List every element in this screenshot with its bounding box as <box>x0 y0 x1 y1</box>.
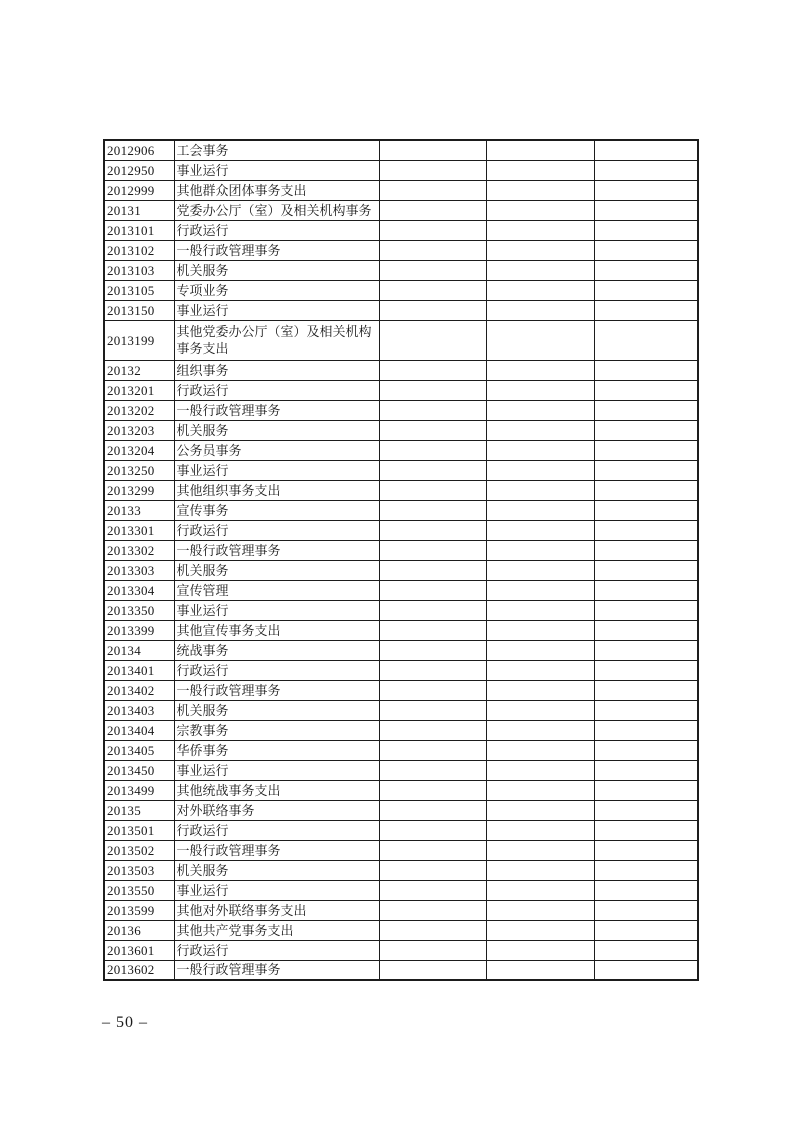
empty-cell <box>594 380 698 400</box>
empty-cell <box>486 460 594 480</box>
empty-cell <box>486 920 594 940</box>
table-row <box>104 460 698 480</box>
empty-cell <box>379 920 486 940</box>
table-row <box>104 600 698 620</box>
name-cell: 专项业务 <box>174 280 379 300</box>
empty-cell <box>379 240 486 260</box>
empty-cell <box>594 480 698 500</box>
table-row <box>104 760 698 780</box>
empty-cell <box>486 420 594 440</box>
table-row <box>104 300 698 320</box>
table-row <box>104 740 698 760</box>
code-cell: 2013250 <box>104 460 174 480</box>
table-row <box>104 580 698 600</box>
name-cell: 事业运行 <box>174 600 379 620</box>
code-cell: 2013203 <box>104 420 174 440</box>
table-row <box>104 240 698 260</box>
empty-cell <box>486 840 594 860</box>
name-cell: 一般行政管理事务 <box>174 840 379 860</box>
empty-cell <box>594 760 698 780</box>
table-row <box>104 840 698 860</box>
name-cell: 其他对外联络事务支出 <box>174 900 379 920</box>
name-cell: 宣传管理 <box>174 580 379 600</box>
code-cell: 2013503 <box>104 860 174 880</box>
code-cell: 2013102 <box>104 240 174 260</box>
empty-cell <box>379 420 486 440</box>
name-cell: 对外联络事务 <box>174 800 379 820</box>
table-row <box>104 820 698 840</box>
table-row <box>104 400 698 420</box>
empty-cell <box>486 560 594 580</box>
empty-cell <box>379 140 486 160</box>
empty-cell <box>379 400 486 420</box>
name-cell: 事业运行 <box>174 300 379 320</box>
table-row <box>104 180 698 200</box>
code-cell: 2012906 <box>104 140 174 160</box>
code-cell: 2013150 <box>104 300 174 320</box>
empty-cell <box>486 580 594 600</box>
name-cell: 华侨事务 <box>174 740 379 760</box>
empty-cell <box>594 720 698 740</box>
empty-cell <box>486 960 594 980</box>
empty-cell <box>379 900 486 920</box>
code-cell: 2013550 <box>104 880 174 900</box>
empty-cell <box>486 700 594 720</box>
code-cell: 2013105 <box>104 280 174 300</box>
empty-cell <box>594 860 698 880</box>
code-cell: 2013299 <box>104 480 174 500</box>
code-cell: 2013204 <box>104 440 174 460</box>
empty-cell <box>379 940 486 960</box>
name-cell: 行政运行 <box>174 380 379 400</box>
empty-cell <box>486 900 594 920</box>
empty-cell <box>594 700 698 720</box>
empty-cell <box>594 740 698 760</box>
empty-cell <box>594 160 698 180</box>
empty-cell <box>379 360 486 380</box>
empty-cell <box>379 600 486 620</box>
empty-cell <box>594 580 698 600</box>
empty-cell <box>486 140 594 160</box>
empty-cell <box>486 360 594 380</box>
empty-cell <box>379 540 486 560</box>
empty-cell <box>486 780 594 800</box>
code-cell: 2013402 <box>104 680 174 700</box>
table-row <box>104 140 698 160</box>
empty-cell <box>594 320 698 360</box>
code-cell: 2012999 <box>104 180 174 200</box>
empty-cell <box>486 940 594 960</box>
name-cell: 机关服务 <box>174 860 379 880</box>
table-row <box>104 500 698 520</box>
name-cell: 一般行政管理事务 <box>174 400 379 420</box>
name-cell: 机关服务 <box>174 560 379 580</box>
code-cell: 2013201 <box>104 380 174 400</box>
table-row <box>104 260 698 280</box>
empty-cell <box>379 620 486 640</box>
table-row <box>104 420 698 440</box>
empty-cell <box>486 520 594 540</box>
table-row <box>104 440 698 460</box>
empty-cell <box>594 240 698 260</box>
empty-cell <box>379 460 486 480</box>
empty-cell <box>486 680 594 700</box>
code-cell: 2013399 <box>104 620 174 640</box>
table-row <box>104 360 698 380</box>
empty-cell <box>486 200 594 220</box>
empty-cell <box>594 280 698 300</box>
code-cell: 2013404 <box>104 720 174 740</box>
empty-cell <box>486 600 594 620</box>
name-cell: 机关服务 <box>174 700 379 720</box>
table-row <box>104 960 698 980</box>
table-row <box>104 800 698 820</box>
code-cell: 2013202 <box>104 400 174 420</box>
empty-cell <box>594 920 698 940</box>
empty-cell <box>594 200 698 220</box>
empty-cell <box>486 220 594 240</box>
name-cell: 事业运行 <box>174 880 379 900</box>
table-row <box>104 540 698 560</box>
empty-cell <box>379 860 486 880</box>
empty-cell <box>379 300 486 320</box>
table-row <box>104 480 698 500</box>
empty-cell <box>594 400 698 420</box>
empty-cell <box>486 740 594 760</box>
code-cell: 2013101 <box>104 220 174 240</box>
empty-cell <box>379 440 486 460</box>
table-row <box>104 280 698 300</box>
empty-cell <box>594 640 698 660</box>
name-cell: 其他组织事务支出 <box>174 480 379 500</box>
empty-cell <box>379 720 486 740</box>
name-cell: 行政运行 <box>174 220 379 240</box>
empty-cell <box>486 720 594 740</box>
code-cell: 2013199 <box>104 320 174 360</box>
empty-cell <box>594 460 698 480</box>
empty-cell <box>594 140 698 160</box>
name-cell: 机关服务 <box>174 420 379 440</box>
name-cell: 组织事务 <box>174 360 379 380</box>
empty-cell <box>486 300 594 320</box>
empty-cell <box>594 660 698 680</box>
budget-code-table <box>103 139 699 981</box>
table-row <box>104 520 698 540</box>
name-cell: 一般行政管理事务 <box>174 540 379 560</box>
code-cell: 20135 <box>104 800 174 820</box>
empty-cell <box>594 220 698 240</box>
table-row <box>104 900 698 920</box>
code-cell: 2013350 <box>104 600 174 620</box>
empty-cell <box>486 280 594 300</box>
empty-cell <box>594 780 698 800</box>
empty-cell <box>594 420 698 440</box>
empty-cell <box>379 160 486 180</box>
code-cell: 2013103 <box>104 260 174 280</box>
name-cell: 其他宣传事务支出 <box>174 620 379 640</box>
name-cell: 公务员事务 <box>174 440 379 460</box>
empty-cell <box>594 500 698 520</box>
table-row <box>104 660 698 680</box>
empty-cell <box>486 260 594 280</box>
name-cell: 宣传事务 <box>174 500 379 520</box>
empty-cell <box>594 940 698 960</box>
empty-cell <box>379 780 486 800</box>
table-row <box>104 220 698 240</box>
code-cell: 2013303 <box>104 560 174 580</box>
empty-cell <box>486 380 594 400</box>
empty-cell <box>379 520 486 540</box>
code-cell: 2013501 <box>104 820 174 840</box>
empty-cell <box>594 560 698 580</box>
name-cell: 一般行政管理事务 <box>174 240 379 260</box>
empty-cell <box>594 880 698 900</box>
table-row <box>104 380 698 400</box>
empty-cell <box>594 360 698 380</box>
table-row <box>104 640 698 660</box>
empty-cell <box>379 880 486 900</box>
empty-cell <box>379 260 486 280</box>
empty-cell <box>486 500 594 520</box>
table-row <box>104 620 698 640</box>
code-cell: 2013602 <box>104 960 174 980</box>
empty-cell <box>486 880 594 900</box>
code-cell: 2013302 <box>104 540 174 560</box>
empty-cell <box>486 620 594 640</box>
empty-cell <box>594 820 698 840</box>
empty-cell <box>379 760 486 780</box>
table-row <box>104 780 698 800</box>
name-cell: 统战事务 <box>174 640 379 660</box>
empty-cell <box>486 480 594 500</box>
empty-cell <box>594 900 698 920</box>
table-row <box>104 160 698 180</box>
page-number: – 50 – <box>102 1014 148 1031</box>
empty-cell <box>379 560 486 580</box>
table-row <box>104 720 698 740</box>
empty-cell <box>486 440 594 460</box>
name-cell: 其他群众团体事务支出 <box>174 180 379 200</box>
code-cell: 2013599 <box>104 900 174 920</box>
empty-cell <box>486 400 594 420</box>
empty-cell <box>379 680 486 700</box>
code-cell: 20133 <box>104 500 174 520</box>
code-cell: 2013401 <box>104 660 174 680</box>
name-cell: 一般行政管理事务 <box>174 960 379 980</box>
table-row <box>104 680 698 700</box>
empty-cell <box>379 960 486 980</box>
name-cell: 事业运行 <box>174 760 379 780</box>
empty-cell <box>594 600 698 620</box>
name-cell: 行政运行 <box>174 820 379 840</box>
empty-cell <box>379 800 486 820</box>
code-cell: 20136 <box>104 920 174 940</box>
empty-cell <box>379 700 486 720</box>
empty-cell <box>486 320 594 360</box>
code-cell: 2013403 <box>104 700 174 720</box>
name-cell: 工会事务 <box>174 140 379 160</box>
empty-cell <box>379 580 486 600</box>
code-cell: 20134 <box>104 640 174 660</box>
empty-cell <box>379 660 486 680</box>
name-cell: 机关服务 <box>174 260 379 280</box>
table-row <box>104 320 698 360</box>
empty-cell <box>486 640 594 660</box>
empty-cell <box>486 160 594 180</box>
empty-cell <box>594 680 698 700</box>
empty-cell <box>486 240 594 260</box>
empty-cell <box>379 180 486 200</box>
name-cell: 行政运行 <box>174 940 379 960</box>
name-cell: 行政运行 <box>174 660 379 680</box>
code-cell: 2013450 <box>104 760 174 780</box>
name-cell: 其他共产党事务支出 <box>174 920 379 940</box>
empty-cell <box>594 800 698 820</box>
code-cell: 2013601 <box>104 940 174 960</box>
empty-cell <box>379 500 486 520</box>
table-row <box>104 560 698 580</box>
table-row <box>104 700 698 720</box>
empty-cell <box>379 280 486 300</box>
empty-cell <box>594 960 698 980</box>
code-cell: 20131 <box>104 200 174 220</box>
empty-cell <box>486 540 594 560</box>
empty-cell <box>379 380 486 400</box>
empty-cell <box>379 840 486 860</box>
name-cell: 事业运行 <box>174 460 379 480</box>
empty-cell <box>486 180 594 200</box>
empty-cell <box>594 620 698 640</box>
code-cell: 2013499 <box>104 780 174 800</box>
table-row <box>104 920 698 940</box>
empty-cell <box>379 200 486 220</box>
empty-cell <box>594 300 698 320</box>
name-cell: 事业运行 <box>174 160 379 180</box>
empty-cell <box>594 440 698 460</box>
empty-cell <box>379 480 486 500</box>
table-row <box>104 880 698 900</box>
name-cell: 其他党委办公厅（室）及相关机构事务支出 <box>174 320 379 360</box>
empty-cell <box>486 820 594 840</box>
empty-cell <box>379 820 486 840</box>
code-cell: 2013405 <box>104 740 174 760</box>
table-row <box>104 940 698 960</box>
empty-cell <box>594 180 698 200</box>
empty-cell <box>594 260 698 280</box>
code-cell: 2013304 <box>104 580 174 600</box>
name-cell: 党委办公厅（室）及相关机构事务 <box>174 200 379 220</box>
empty-cell <box>486 660 594 680</box>
empty-cell <box>594 540 698 560</box>
empty-cell <box>594 520 698 540</box>
name-cell: 其他统战事务支出 <box>174 780 379 800</box>
empty-cell <box>379 220 486 240</box>
code-cell: 2013301 <box>104 520 174 540</box>
code-cell: 2013502 <box>104 840 174 860</box>
name-cell: 一般行政管理事务 <box>174 680 379 700</box>
table-row <box>104 200 698 220</box>
empty-cell <box>379 640 486 660</box>
budget-table-body <box>104 140 698 980</box>
code-cell: 2012950 <box>104 160 174 180</box>
empty-cell <box>486 800 594 820</box>
empty-cell <box>379 740 486 760</box>
table-row <box>104 860 698 880</box>
empty-cell <box>486 760 594 780</box>
empty-cell <box>486 860 594 880</box>
empty-cell <box>594 840 698 860</box>
empty-cell <box>379 320 486 360</box>
name-cell: 宗教事务 <box>174 720 379 740</box>
name-cell: 行政运行 <box>174 520 379 540</box>
code-cell: 20132 <box>104 360 174 380</box>
